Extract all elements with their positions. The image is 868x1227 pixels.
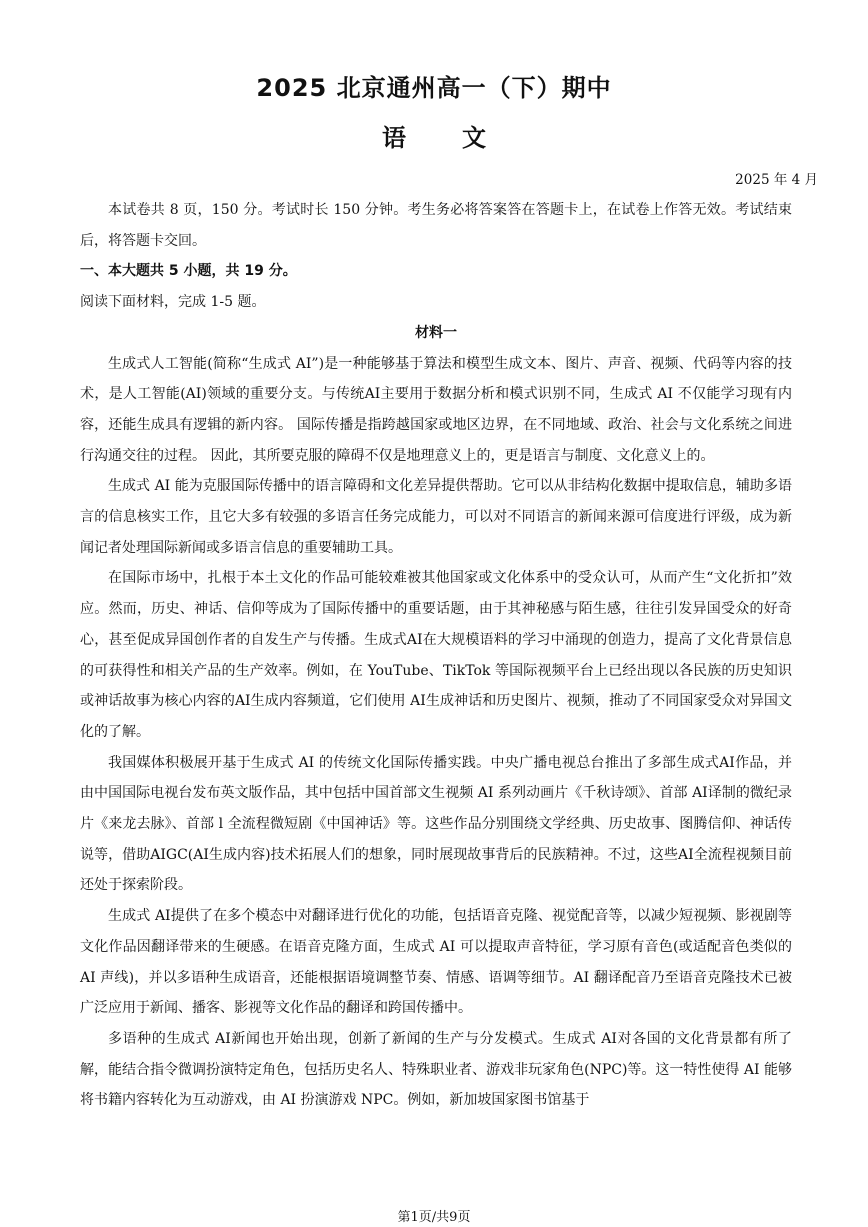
instructions: 本试卷共 8 页，150 分。考试时长 150 分钟。考生务必将答案答在答题卡上，在试卷上作答无效。考试结束后，将答题卡交回。 [80,202,792,249]
paragraph: 生成式 AI 能为克服国际传播中的语言障碍和文化差异提供帮助。它可以从非结构化数据中提取信息，辅助多语言的信息核实工作，且它大多有较强的多语言任务完成能力，可以对不同语言的新闻来源可信度进行评级，成为新闻记者处理国际新闻或多语言信息的重要辅助工具。 [80,478,792,556]
paragraph: 我国媒体积极展开基于生成式 AI 的传统文化国际传播实践。中央广播电视总台推出了多部生成式AI作品，并由中国国际电视台发布英文版作品，其中包括中国首部文生视频 AI 系列动画片《千秋诗颂》、首部 AI译制的微纪录片《来龙去脉》、首部 l 全流程微短剧《中国神话》等。这些作品分别围绕文学经典、历史故事、图腾信仰、神话传说等，借助AIGC(AI生成内容)技术拓展人们的想象，同时展现故事背后的民族精神。不过，这些AI全流程视频目前还处于探索阶段。 [80,754,792,894]
material-title: 材料一 [415,324,457,341]
paragraph: 在国际市场中，扎根于本土文化的作品可能较难被其他国家或文化体系中的受众认可，从而产生“文化折扣”效应。然而，历史、神话、信仰等成为了国际传播中的重要话题，由于其神秘感与陌生感，往往引发异国受众的好奇心，甚至促成异国创作者的自发生产与传播。生成式AI在大规模语料的学习中涌现的创造力，提高了文化背景信息的可获得性和相关产品的生产效率。例如，在 YouTube、TikTok 等国际视频平台上已经出现以各民族的历史知识或神话故事为核心内容的AI生成内容频道，它们使用 AI生成神话和历史图片、视频，推动了不同国家受众对异国文化的了解。 [80,570,792,740]
section-heading: 一、本大题共 5 小题，共 19 分。 [80,263,297,280]
exam-title: 2025 北京通州高一（下）期中 [256,74,612,102]
paragraph: 生成式人工智能(简称“生成式 AI”)是一种能够基于算法和模型生成文本、图片、声音、视频、代码等内容的技术，是人工智能(AI)领域的重要分支。与传统AI主要用于数据分析和模式识别不同，生成式 AI 不仅能学习现有内容，还能生成具有逻辑的新内容。 国际传播是指跨越国家或地区边界，在不同地域、政治、社会与文化系统之间进行沟通交往的过程。 因此，其所要克服的障碍不仅是地理意义上的，更是语言与制度、文化意义上的。 [80,355,792,464]
subject-title: 语文 [382,124,542,152]
paragraph: 多语种的生成式 AI新闻也开始出现，创新了新闻的生产与分发模式。生成式 AI对各国的文化背景都有所了解，能结合指令微调扮演特定角色，包括历史名人、特殊职业者、游戏非玩家角色(NPC)等。这一特性使得 AI 能够将书籍内容转化为互动游戏，由 AI 扮演游戏 NPC。例如，新加坡国家图书馆基于 [80,1030,792,1109]
page-indicator: 第1页/共9页 [397,1210,471,1225]
paragraph: 生成式 AI提供了在多个模态中对翻译进行优化的功能，包括语音克隆、视觉配音等，以减少短视频、影视剧等文化作品因翻译带来的生硬感。在语音克隆方面，生成式 AI 可以提取声音特征，学习原有音色(或适配音色类似的 AI 声线)，并以多语种生成语音，还能根据语境调整节奏、情感、语调等细节。AI 翻译配音乃至语音克隆技术已被广泛应用于新闻、播客、影视等文化作品的翻译和跨国传播中。 [80,908,792,1017]
exam-date: 2025 年 4 月 [735,172,818,188]
document-body [80,195,792,1116]
reading-prompt: 阅读下面材料，完成 1-5 题。 [80,294,266,311]
